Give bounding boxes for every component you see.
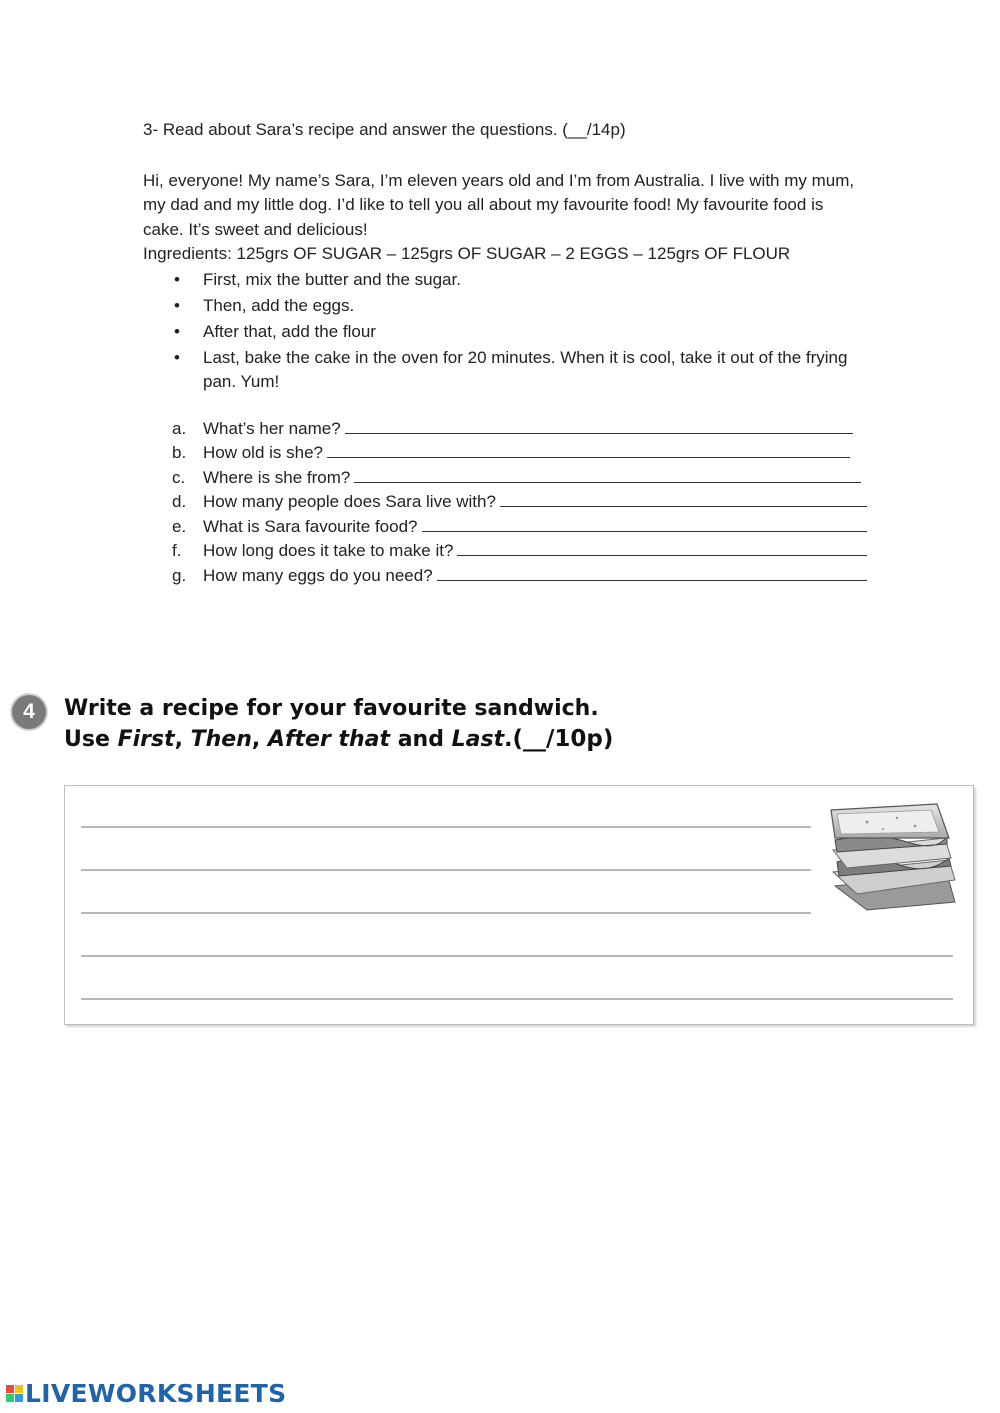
recipe-step: • First, mix the butter and the sugar. xyxy=(143,268,863,293)
exercise-3-title: 3- Read about Sara’s recipe and answer the questions. (__/14p) xyxy=(143,120,626,139)
score-label: (__/10p) xyxy=(512,726,614,752)
recipe-step: • After that, add the flour xyxy=(143,320,863,345)
question-item: d. How many people does Sara live with? xyxy=(143,490,863,515)
ingredients-text: Ingredients: 125grs OF SUGAR – 125grs OF SUGAR – 2 EGGS – 125grs OF FLOUR xyxy=(143,244,791,263)
question-item: e. What is Sara favourite food? xyxy=(143,515,863,540)
logo-mark-icon xyxy=(6,1385,23,1402)
logo-square-green xyxy=(6,1394,14,1402)
logo-text: LIVEWORKSHEETS xyxy=(25,1379,287,1408)
exercise-3 xyxy=(143,118,863,589)
recipe-step: • Last, bake the cake in the oven for 20 minutes. When it is cool, take it out of the frying pan. Yum! xyxy=(174,347,848,391)
recipe-steps xyxy=(143,268,863,395)
answer-field-a[interactable] xyxy=(345,419,853,434)
answer-field-b[interactable] xyxy=(327,443,850,458)
question-list xyxy=(143,417,863,589)
instruction-line-2: Use First, Then, After that and Last.(__/10p) xyxy=(64,726,614,752)
recipe-step: • Then, add the eggs. xyxy=(143,294,863,319)
exercise-4-heading xyxy=(12,694,613,755)
logo-square-yellow xyxy=(15,1385,23,1393)
reading-text: Hi, everyone! My name’s Sara, I’m eleven years old and I’m from Australia. I live with my mum, my dad and my little dog. I’d like to tell you all about my favourite food! My favourite food is cake. It’s sweet and delicious! xyxy=(143,170,855,239)
exercise-number-badge: 4 xyxy=(12,695,46,729)
writing-line-2[interactable] xyxy=(81,869,811,871)
bullet-icon: • xyxy=(174,347,180,367)
writing-line-5[interactable] xyxy=(81,998,953,1000)
instruction-line-1: Write a recipe for your favourite sandwich. xyxy=(64,696,599,721)
answer-field-d[interactable] xyxy=(500,492,867,507)
question-item: f. How long does it take to make it? xyxy=(143,539,863,564)
writing-line-3[interactable] xyxy=(81,912,811,914)
bullet-icon: • xyxy=(174,269,180,289)
question-item: c. Where is she from? xyxy=(143,466,863,491)
bullet-icon: • xyxy=(174,295,180,315)
liveworksheets-logo[interactable] xyxy=(6,1379,286,1408)
bullet-icon: • xyxy=(174,321,180,341)
answer-field-g[interactable] xyxy=(437,566,867,581)
answer-field-e[interactable] xyxy=(422,517,867,532)
writing-box xyxy=(64,785,974,1025)
sandwich-image xyxy=(827,802,962,914)
logo-square-blue xyxy=(15,1394,23,1402)
question-item: b. How old is she? xyxy=(143,441,863,466)
writing-line-1[interactable] xyxy=(81,826,811,828)
logo-square-red xyxy=(6,1385,14,1393)
question-item: a. What’s her name? xyxy=(143,417,863,442)
question-item: g. How many eggs do you need? xyxy=(143,564,863,589)
answer-field-f[interactable] xyxy=(457,541,867,556)
answer-field-c[interactable] xyxy=(354,468,861,483)
writing-line-4[interactable] xyxy=(81,955,953,957)
exercise-4-instructions xyxy=(64,694,613,755)
